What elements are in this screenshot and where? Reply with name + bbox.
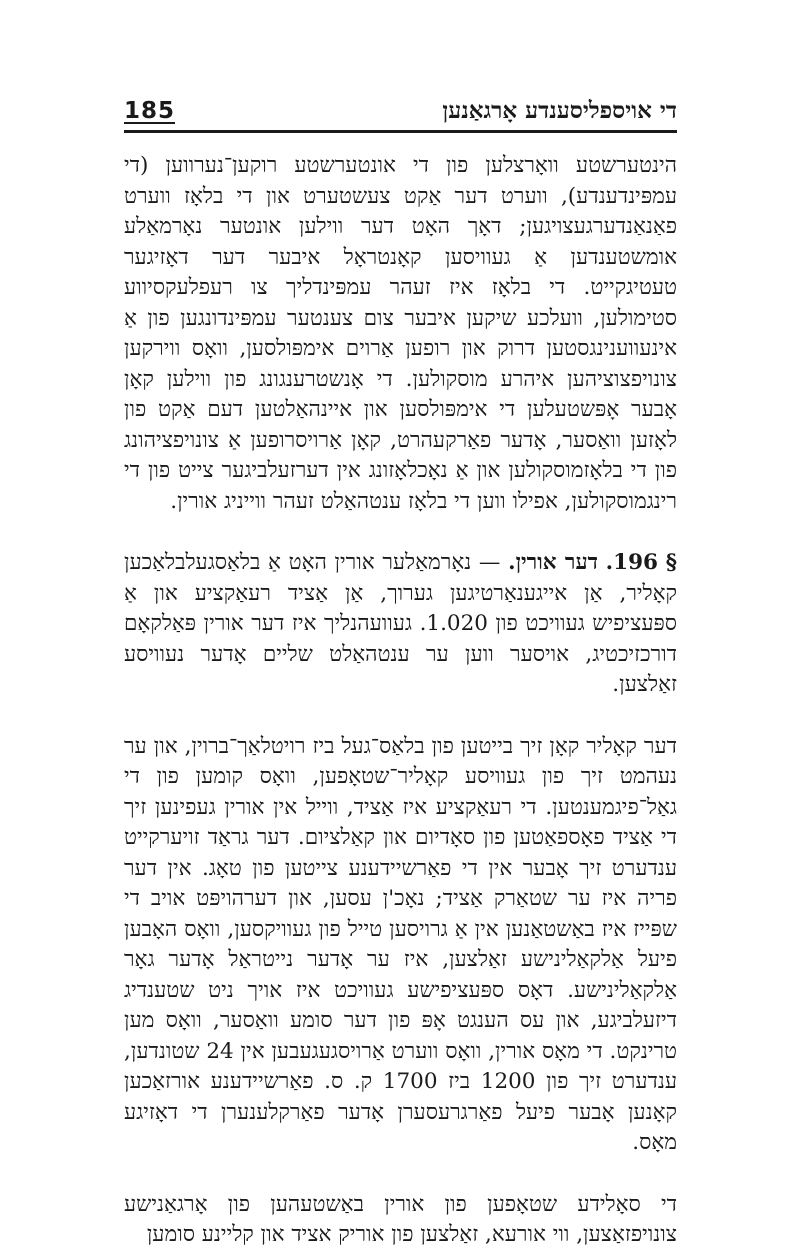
section-text: — נאָרמאַלער אורין האָט אַ בלאַסגעלבלאַכען קאָליר, אַן אייגענאַרטיגען גערוך, אַן אַציד רעאַקציע און אַ ספּעציפיש געוויכט פון 1.020. געוועהנליך איז דער אורין פּאַלקאָם דורכזיכטיג, אויסער ווען ער ענטהאַלט שליים אָדער נעוויסע זאַלצען. xyxy=(124,550,677,697)
body-text xyxy=(124,151,677,1251)
section-196-paragraph xyxy=(124,548,677,701)
section-title: דער אורין. xyxy=(508,550,598,575)
paragraph-urine-solids: די סאָלידע שטאָפען פון אורין באַשטעהען פון אָרגאַנישע צונויפזאַצען, ווי אורעא, זאַלצען פון אוריק אציד און קליינע סומען xyxy=(124,1191,677,1247)
section-number: 196. xyxy=(605,550,659,575)
page-number: 185 xyxy=(124,98,176,124)
header-rule xyxy=(124,130,677,133)
running-title: די אויספליסענדע אָרגאַנען xyxy=(442,97,677,124)
page-header xyxy=(124,86,677,124)
section-sign: § xyxy=(665,550,677,575)
paragraph-bladder-control: הינטערשטע וואָרצלען פון די אונטערשטע רוקען־נערווען (די עמפּינדענדע), ווערט דער אַקט צעשטערט און די בלאָז ווערט פאַנאַנדערגעצויגען; דאָך האָט דער ווילען אונטער נאָרמאַלע אומשטענדען אַ געוויסען קאָנטראָל איבער דער דאָזיגער טעטיגקייט. די בלאָז איז זעהר עמפּינדליך צו רעפלעקסיווע סטימולען, וועלכע שיקען איבער צום צענטער עמפּינדונגען פון אַ אינעווענינגסטען דרוק און רופען אַרוים אימפּולסען, וואָס ווירקען צונויפצוציהען איהרע מוסקולען. די אָנשטרענגונג פון ווילען קאָן אָבער אָפּשטעלען די אימפּולסען און איינהאַלטען דעם אַקט פון לאָזען וואַסער, אָדער פאַרקעהרט, קאָן אַרויסרופען אַ צונויפציהונג פון די בלאָזמוסקולען און אַ נאָכלאָזונג אין דערזעלביגער צייט פון די רינגמוסקולען, אפילו ווען די בלאָז ענטהאַלט זעהר ווייניג אורין. xyxy=(124,153,677,514)
paragraph-urine-color: דער קאָליר קאָן זיך בייטען פון בלאַס־געל ביז רויטלאַך־ברוין, און ער נעהמט זיך פון געוויסע קאָליר־שטאָפען, וואָס קומען פון די גאַל־פיגמענטען. די רעאַקציע איז אַציד, ווייל אין אורין געפינען זיך די אַציד פאָספאַטען פון סאָדיום און קאַלציום. דער גראַד זויערקייט ענדערט זיך אָבער אין די פאַרשיידענע צייטען פון טאָג. אין דער פריה איז ער שטאַרק אַציד; נאָכ'ן עסען, און דערהויפּט אויב די שפּייז איז באַשטאַנען אין אַ גרויסען טייל פון געוויקסען, וואָס האָבען פיעל אַלקאַלינישע זאַלצען, איז ער אָדער נייטראַל אָדער גאָר אַלקאַלינישע. דאָס ספּעציפישע געוויכט איז אויך ניט שטענדיג דיזעלביגע, און עס הענגט אָפּ פון דער סומע וואַסער, וואָס מען טרינקט. די מאָס אורין, וואָס ווערט אַרויסגעגעבען אין 24 שטונדען, ענדערט זיך פון 1200 ביז 1700 ק. ס. פאַרשיידענע אורזאַכען קאָנען אָבער פיעל פאַרגרעסערן אָדער פאַרקלענערן די דאָזיגע מאָס. xyxy=(124,733,678,1155)
